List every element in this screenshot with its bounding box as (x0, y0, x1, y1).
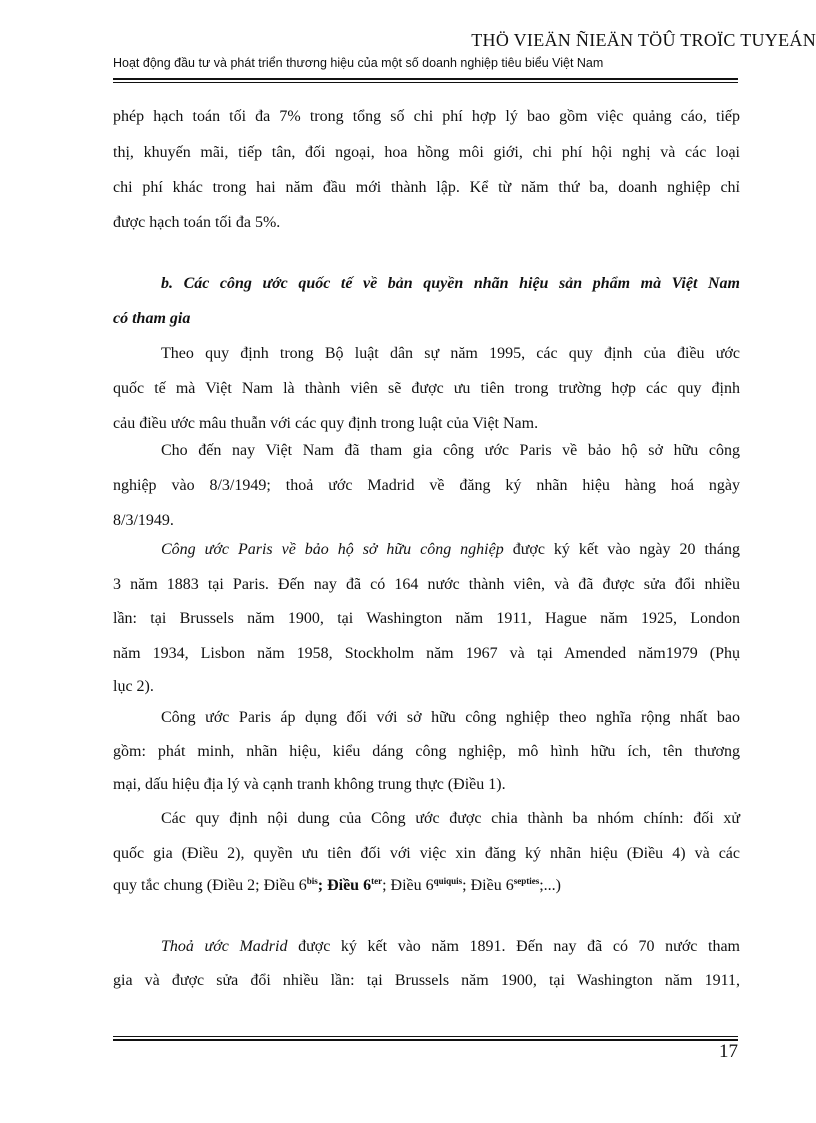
para4-line: năm 1934, Lisbon năm 1958, Stockholm năm 1967 và tại Amended năm1979 (Phụ (113, 645, 740, 662)
para6-text: ; Điều 6 (317, 877, 372, 894)
para6-text: ; Điều 6 (382, 877, 434, 894)
header-rule-thin (113, 82, 738, 83)
running-head: Hoạt động đầu tư và phát triển thương hiệu của một số doanh nghiệp tiêu biểu Việt Nam (113, 56, 604, 70)
para6-line: Các quy định nội dung của Công ước được chia thành ba nhóm chính: đối xử (161, 810, 740, 827)
watermark-header: THÖ VIEÄN ÑIEÄN TÖÛ TROÏC TUYEÁN (471, 30, 816, 50)
superscript: septies (513, 876, 540, 886)
section-heading: b. Các công ước quốc tế về bản quyền nhãn hiệu sản phẩm mà Việt Nam (161, 275, 740, 292)
para4-line1-rest: được ký kết vào ngày 20 tháng (503, 541, 741, 558)
para5-line: gồm: phát minh, nhãn hiệu, kiểu dáng công nghiệp, mô hình hữu ích, tên thương (113, 743, 740, 760)
para7-line: gia và được sửa đổi nhiều lần: tại Brussels năm 1900, tại Washington năm 1911, (113, 972, 740, 989)
paris-convention-title: Công ước Paris về bảo hộ sở hữu công nghiệp (161, 541, 504, 558)
para1-line: phép hạch toán tối đa 7% trong tổng số chi phí hợp lý bao gồm việc quảng cáo, tiếp (113, 108, 740, 125)
para6-text: quy tắc chung (Điều 2; Điều 6 (113, 877, 307, 894)
para4-line (113, 539, 740, 561)
superscript: ter (371, 876, 383, 886)
section-heading: có tham gia (113, 310, 191, 327)
para7-line1-rest: được ký kết vào năm 1891. Đến nay đã có 70 nước tham (287, 938, 740, 955)
para6-text: ; Điều 6 (462, 877, 514, 894)
para3-line: 8/3/1949. (113, 512, 174, 529)
para6-line: quốc gia (Điều 2), quyền ưu tiên đối với việc xin đăng ký nhãn hiệu (Điều 4) và các (113, 845, 740, 862)
para7-line (113, 936, 740, 958)
para4-line: lần: tại Brussels năm 1900, tại Washington năm 1911, Hague năm 1925, London (113, 610, 740, 627)
madrid-agreement-title: Thoả ước Madrid (161, 938, 288, 955)
para5-line: mại, dấu hiệu địa lý và cạnh tranh không trung thực (Điều 1). (113, 776, 506, 793)
para3-line: nghiệp vào 8/3/1949; thoả ước Madrid về đăng ký nhãn hiệu hàng hoá ngày (113, 477, 740, 494)
para5-line: Công ước Paris áp dụng đối với sở hữu công nghiệp theo nghĩa rộng nhất bao (161, 709, 740, 726)
para2-line: Theo quy định trong Bộ luật dân sự năm 1995, các quy định của điều ước (161, 345, 740, 362)
para1-line: chi phí khác trong hai năm đầu mới thành lập. Kể từ năm thứ ba, doanh nghiệp chỉ (113, 179, 740, 196)
para6-text: ;...) (539, 877, 561, 894)
footer-rule-thick (113, 1039, 738, 1041)
header-rule-thick (113, 78, 738, 80)
para4-line: lục 2). (113, 678, 154, 695)
superscript: quiquis (433, 876, 463, 886)
para2-line: cảu điều ước mâu thuẫn với các quy định trong luật của Việt Nam. (113, 415, 539, 432)
para2-line: quốc tế mà Việt Nam là thành viên sẽ được ưu tiên trong trường hợp các quy định (113, 380, 740, 397)
para4-line: 3 năm 1883 tại Paris. Đến nay đã có 164 nước thành viên, và đã được sửa đổi nhiều (113, 576, 740, 593)
page-number: 17 (719, 1041, 738, 1062)
para6-line (113, 875, 740, 897)
para3-line: Cho đến nay Việt Nam đã tham gia công ước Paris về bảo hộ sở hữu công (161, 442, 740, 459)
footer-rule-thin (113, 1036, 738, 1037)
para1-line: thị, khuyến mãi, tiếp tân, đối ngoại, hoa hồng môi giới, chi phí hội nghị và các loại (113, 144, 740, 161)
superscript: bis (306, 876, 318, 886)
para1-line: được hạch toán tối đa 5%. (113, 214, 281, 231)
